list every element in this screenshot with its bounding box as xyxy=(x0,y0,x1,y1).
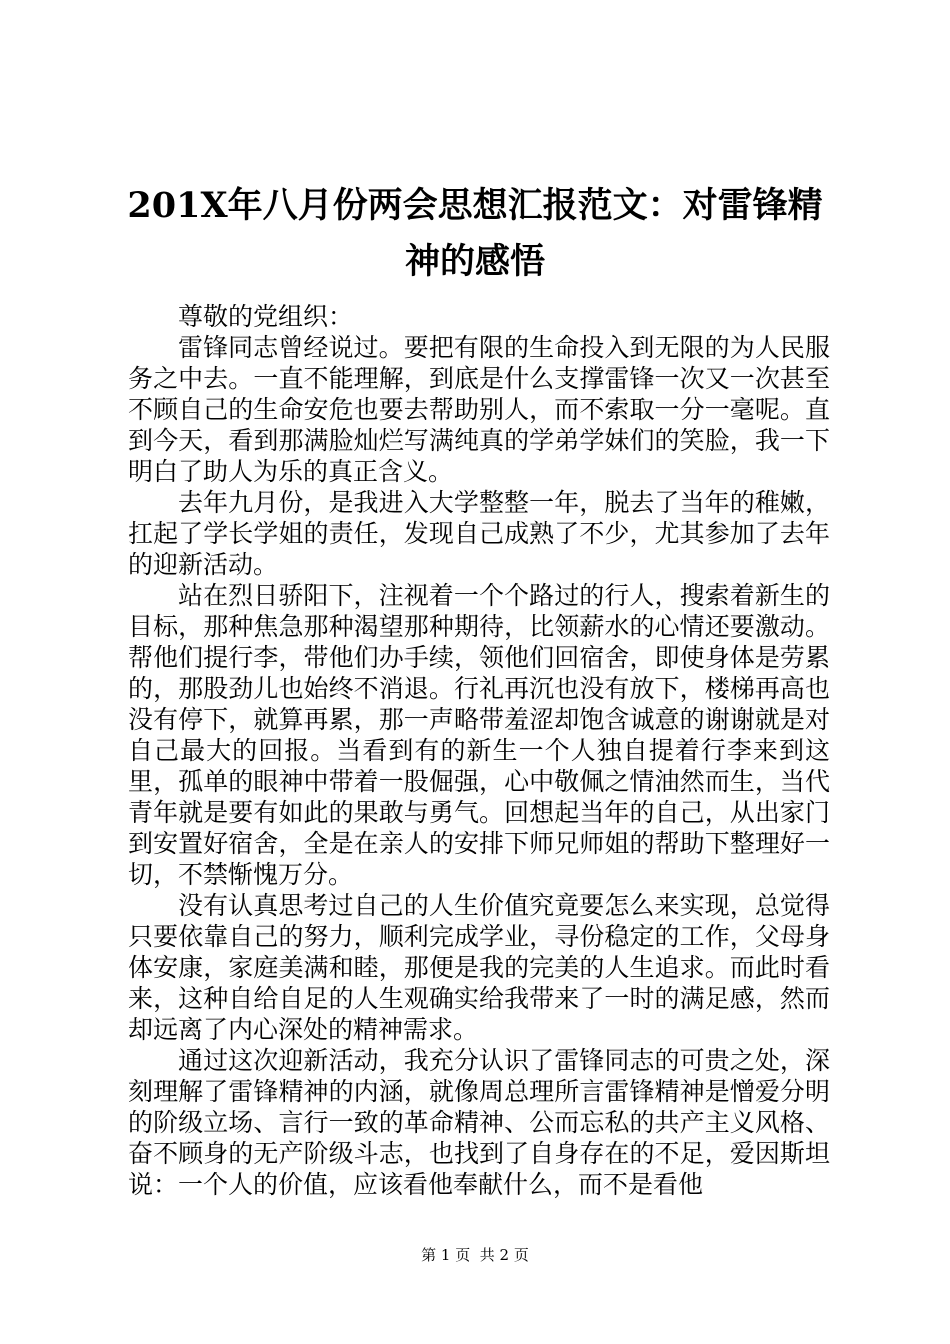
document-body xyxy=(128,301,830,1200)
paragraph-5: 通过这次迎新活动，我充分认识了雷锋同志的可贵之处，深刻理解了雷锋精神的内涵，就像周总理所言雷锋精神是憎爱分明的阶级立场、言行一致的革命精神、公而忘私的共产主义风格、奋不顾身的无产阶级斗志，也找到了自身存在的不足，爱因斯坦说：一个人的价值，应该看他奉献什么，而不是看他 xyxy=(128,1046,830,1199)
page-footer xyxy=(0,1245,950,1265)
paragraph-1: 雷锋同志曾经说过。要把有限的生命投入到无限的为人民服务之中去。一直不能理解，到底是什么支撑雷锋一次又一次甚至不顾自己的生命安危也要去帮助别人，而不索取一分一毫呢。直到今天，看到那满脸灿烂写满纯真的学弟学妹们的笑脸，我一下明白了助人为乐的真正含义。 xyxy=(128,333,830,486)
document-title: 201X年八月份两会思想汇报范文：对雷锋精神的感悟 xyxy=(127,185,823,282)
paragraph-4: 没有认真思考过自己的人生价值究竟要怎么来实现，总觉得只要依靠自己的努力，顺利完成学业，寻份稳定的工作，父母身体安康，家庭美满和睦，那便是我的完美的人生追求。而此时看来，这种自给自足的人生观确实给我带来了一时的满足感，然而却远离了内心深处的精神需求。 xyxy=(128,891,830,1044)
page-number: 第 1 页 共 2 页 xyxy=(421,1246,529,1264)
paragraph-3: 站在烈日骄阳下，注视着一个个路过的行人，搜索着新生的目标，那种焦急那种渴望那种期待，比领薪水的心情还要激动。帮他们提行李，带他们办手续，领他们回宿舍，即使身体是劳累的，那股劲儿也始终不消退。行礼再沉也没有放下，楼梯再高也没有停下，就算再累，那一声略带羞涩却饱含诚意的谢谢就是对自己最大的回报。当看到有的新生一个人独自提着行李来到这里，孤单的眼神中带着一股倔强，心中敬佩之情油然而生，当代青年就是要有如此的果敢与勇气。回想起当年的自己，从出家门到安置好宿舍，全是在亲人的安排下师兄师姐的帮助下整理好一切，不禁惭愧万分。 xyxy=(128,581,830,889)
salutation: 尊敬的党组织： xyxy=(178,302,354,331)
paragraph-2: 去年九月份，是我进入大学整整一年，脱去了当年的稚嫩，扛起了学长学姐的责任，发现自己成熟了不少，尤其参加了去年的迎新活动。 xyxy=(128,488,830,579)
